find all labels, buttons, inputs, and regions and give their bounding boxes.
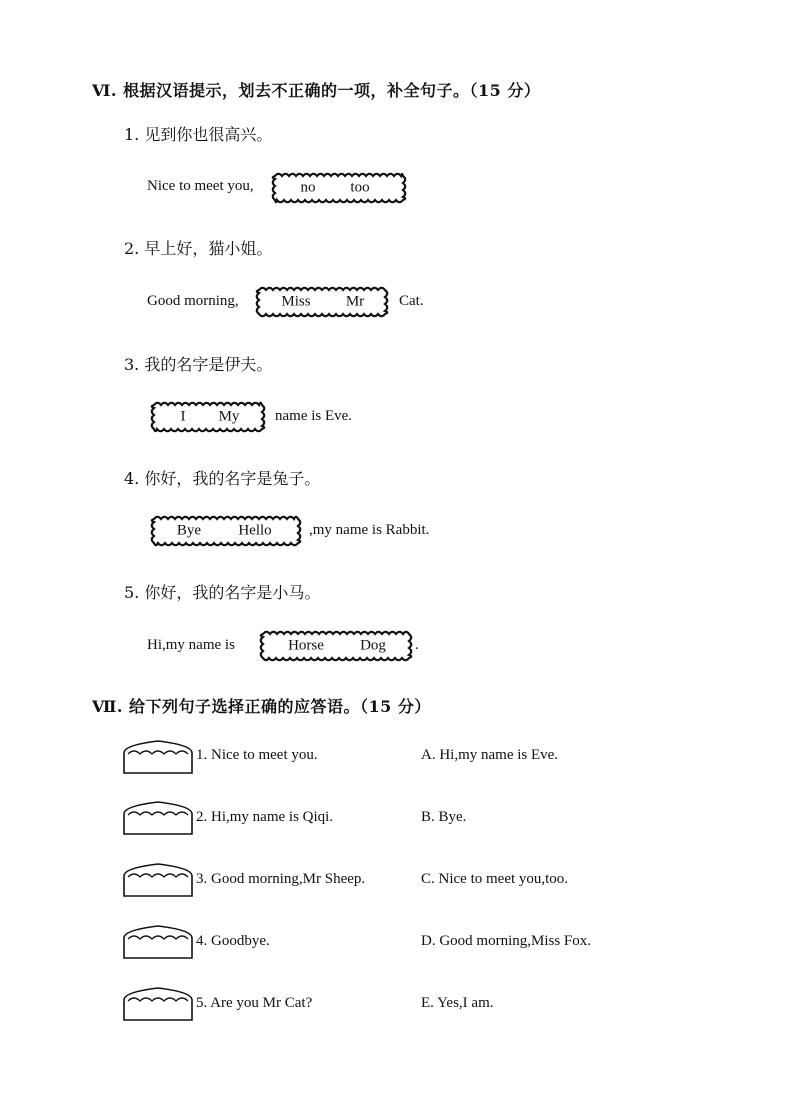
question-3: 3. Good morning,Mr Sheep. xyxy=(196,871,366,887)
wavy-frame-icon xyxy=(252,283,392,321)
item-3-chinese: 3. 我的名字是伊夫。 xyxy=(124,355,273,374)
item-5-option-2[interactable]: Dog xyxy=(360,637,386,654)
item-2-choice-box xyxy=(252,283,392,321)
section-7-title: Ⅶ. 给下列句子选择正确的应答语。（15 分） xyxy=(92,697,431,716)
item-5-choice-box xyxy=(256,627,416,665)
item-3-option-2[interactable]: My xyxy=(218,408,240,425)
item-4-after: ,my name is Rabbit. xyxy=(309,522,430,538)
item-1-option-2[interactable]: too xyxy=(350,179,370,196)
answer-box-3[interactable] xyxy=(121,860,195,898)
item-2-after: Cat. xyxy=(399,293,424,309)
answer-box-2[interactable] xyxy=(121,798,195,836)
question-1: 1. Nice to meet you. xyxy=(196,747,318,763)
item-3-after: name is Eve. xyxy=(275,408,353,424)
question-2: 2. Hi,my name is Qiqi. xyxy=(196,809,334,825)
item-4-option-1[interactable]: Bye xyxy=(176,522,202,539)
item-2-chinese: 2. 早上好，猫小姐。 xyxy=(124,239,273,258)
item-3-choice-box xyxy=(147,398,269,436)
answer-box-5[interactable] xyxy=(121,984,195,1022)
item-2-option-1[interactable]: Miss xyxy=(281,293,311,310)
wavy-frame-icon xyxy=(147,398,269,436)
answer-c: C. Nice to meet you,too. xyxy=(421,871,569,887)
question-5: 5. Are you Mr Cat? xyxy=(196,995,313,1011)
item-3-option-1[interactable]: I xyxy=(180,408,186,425)
item-1-choice-box xyxy=(268,169,410,207)
answer-box-1[interactable] xyxy=(121,737,195,775)
item-4-chinese: 4. 你好，我的名字是兔子。 xyxy=(124,469,321,488)
wavy-frame-icon xyxy=(147,512,305,550)
answer-d: D. Good morning,Miss Fox. xyxy=(421,933,592,949)
answer-box-4[interactable] xyxy=(121,922,195,960)
item-1-after: . xyxy=(402,178,406,194)
item-2-before: Good morning, xyxy=(147,293,239,309)
item-1-chinese: 1. 见到你也很高兴。 xyxy=(124,125,273,144)
wavy-frame-icon xyxy=(256,627,416,665)
item-1-before: Nice to meet you, xyxy=(147,178,254,194)
item-5-option-1[interactable]: Horse xyxy=(288,637,324,654)
item-5-after: . xyxy=(415,637,419,653)
question-4: 4. Goodbye. xyxy=(196,933,270,949)
item-5-before: Hi,my name is xyxy=(147,637,235,653)
item-1-option-1[interactable]: no xyxy=(300,179,316,196)
item-5-chinese: 5. 你好，我的名字是小马。 xyxy=(124,583,321,602)
answer-a: A. Hi,my name is Eve. xyxy=(421,747,559,763)
wavy-frame-icon xyxy=(268,169,410,207)
item-4-option-2[interactable]: Hello xyxy=(238,522,272,539)
answer-e: E. Yes,I am. xyxy=(421,995,494,1011)
item-2-option-2[interactable]: Mr xyxy=(345,293,365,310)
answer-b: B. Bye. xyxy=(421,809,467,825)
item-4-choice-box xyxy=(147,512,305,550)
section-6-title: Ⅵ. 根据汉语提示，划去不正确的一项，补全句子。（15 分） xyxy=(92,81,541,100)
